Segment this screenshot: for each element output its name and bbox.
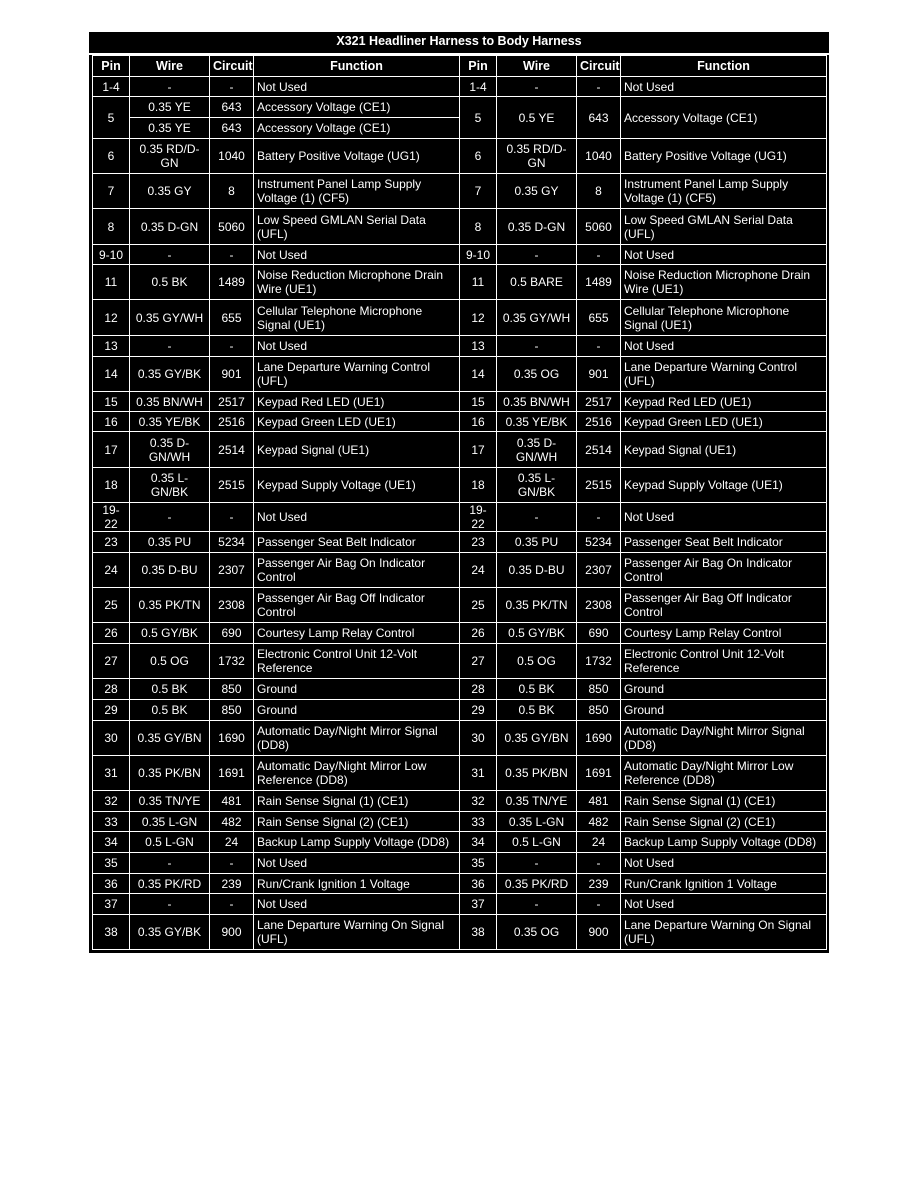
left-circuit-cell: 1040 (210, 139, 254, 174)
right-wire-cell: - (497, 245, 577, 265)
col-header-circuit-left: Circuit (210, 56, 254, 77)
left-circuit-cell: 2514 (210, 432, 254, 468)
left-pin-cell: 38 (93, 915, 130, 950)
left-wire-cell: 0.35 D-BU (130, 553, 210, 588)
right-wire-cell: 0.35 L-GN (497, 812, 577, 832)
right-circuit-cell: - (577, 245, 621, 265)
right-pin-cell: 33 (460, 812, 497, 832)
left-circuit-cell: 239 (210, 874, 254, 894)
left-wire-cell: 0.35 PK/BN (130, 756, 210, 791)
left-pin-cell: 9-10 (93, 245, 130, 265)
right-function-cell: Lane Departure Warning Control (UFL) (621, 357, 827, 392)
right-circuit-cell: 1690 (577, 721, 621, 756)
left-pin-cell: 26 (93, 623, 130, 644)
right-circuit-cell: - (577, 77, 621, 97)
right-circuit-cell: 901 (577, 357, 621, 392)
right-pin-cell: 19-22 (460, 503, 497, 532)
left-function-cell: Lane Departure Warning Control (UFL) (254, 357, 460, 392)
col-header-wire-left: Wire (130, 56, 210, 77)
right-wire-cell: - (497, 853, 577, 874)
left-wire-cell: - (130, 503, 210, 532)
left-function-cell: Passenger Air Bag On Indicator Control (254, 553, 460, 588)
left-wire-cell: 0.35 PU (130, 532, 210, 553)
right-pin-cell: 23 (460, 532, 497, 553)
right-function-cell: Keypad Red LED (UE1) (621, 392, 827, 412)
left-pin-cell: 37 (93, 894, 130, 915)
col-header-function-right: Function (621, 56, 827, 77)
left-wire-cell: 0.35 D-GN (130, 209, 210, 245)
left-wire-cell: 0.35 YE (130, 118, 210, 139)
right-wire-cell: 0.35 PK/RD (497, 874, 577, 894)
right-pin-cell: 9-10 (460, 245, 497, 265)
right-pin-cell: 16 (460, 412, 497, 432)
right-function-cell: Passenger Air Bag Off Indicator Control (621, 588, 827, 623)
left-circuit-cell: 1691 (210, 756, 254, 791)
left-function-cell: Rain Sense Signal (1) (CE1) (254, 791, 460, 812)
left-function-cell: Electronic Control Unit 12-Volt Reference (254, 644, 460, 679)
left-function-cell: Not Used (254, 77, 460, 97)
left-wire-cell: 0.35 GY/BK (130, 915, 210, 950)
left-function-cell: Not Used (254, 894, 460, 915)
right-wire-cell: 0.35 PK/TN (497, 588, 577, 623)
right-function-cell: Battery Positive Voltage (UG1) (621, 139, 827, 174)
header-row (93, 56, 827, 77)
right-circuit-cell: 1489 (577, 265, 621, 300)
table-row (93, 209, 827, 245)
right-pin-cell: 8 (460, 209, 497, 245)
left-pin-cell: 34 (93, 832, 130, 853)
table-row (93, 336, 827, 357)
table-row (93, 791, 827, 812)
right-wire-cell: 0.5 GY/BK (497, 623, 577, 644)
right-circuit-cell: 482 (577, 812, 621, 832)
left-function-cell: Backup Lamp Supply Voltage (DD8) (254, 832, 460, 853)
left-wire-cell: - (130, 336, 210, 357)
right-pin-cell: 27 (460, 644, 497, 679)
right-wire-cell: 0.5 L-GN (497, 832, 577, 853)
left-circuit-cell: - (210, 853, 254, 874)
right-circuit-cell: 1040 (577, 139, 621, 174)
right-function-cell: Lane Departure Warning On Signal (UFL) (621, 915, 827, 950)
left-function-cell: Passenger Seat Belt Indicator (254, 532, 460, 553)
right-function-cell: Electronic Control Unit 12-Volt Reference (621, 644, 827, 679)
right-pin-cell: 12 (460, 300, 497, 336)
left-pin-cell: 15 (93, 392, 130, 412)
left-pin-cell: 23 (93, 532, 130, 553)
right-function-cell: Passenger Air Bag On Indicator Control (621, 553, 827, 588)
left-function-cell: Not Used (254, 336, 460, 357)
right-wire-cell: - (497, 77, 577, 97)
right-wire-cell: 0.35 GY/WH (497, 300, 577, 336)
left-circuit-cell: - (210, 77, 254, 97)
right-function-cell: Keypad Signal (UE1) (621, 432, 827, 468)
left-function-cell: Automatic Day/Night Mirror Signal (DD8) (254, 721, 460, 756)
right-pin-cell: 13 (460, 336, 497, 357)
right-function-cell: Courtesy Lamp Relay Control (621, 623, 827, 644)
right-circuit-cell: 481 (577, 791, 621, 812)
right-wire-cell: 0.35 GY (497, 174, 577, 209)
left-pin-cell: 27 (93, 644, 130, 679)
table-row (93, 679, 827, 700)
right-circuit-cell: 2308 (577, 588, 621, 623)
left-pin-cell: 6 (93, 139, 130, 174)
right-circuit-cell: 1732 (577, 644, 621, 679)
left-pin-cell: 24 (93, 553, 130, 588)
table-row (93, 553, 827, 588)
right-function-cell: Noise Reduction Microphone Drain Wire (UE1) (621, 265, 827, 300)
right-circuit-cell: 690 (577, 623, 621, 644)
right-wire-cell: 0.35 GY/BN (497, 721, 577, 756)
right-function-cell: Not Used (621, 894, 827, 915)
right-wire-cell: 0.35 OG (497, 915, 577, 950)
left-function-cell: Noise Reduction Microphone Drain Wire (UE1) (254, 265, 460, 300)
left-circuit-cell: 24 (210, 832, 254, 853)
left-wire-cell: 0.5 BK (130, 700, 210, 721)
right-wire-cell: 0.5 BK (497, 700, 577, 721)
right-circuit-cell: 655 (577, 300, 621, 336)
col-header-function-left: Function (254, 56, 460, 77)
right-wire-cell: 0.35 PK/BN (497, 756, 577, 791)
right-pin-cell: 14 (460, 357, 497, 392)
right-circuit-cell: 24 (577, 832, 621, 853)
left-pin-cell: 5 (93, 97, 130, 139)
right-circuit-cell: - (577, 503, 621, 532)
left-wire-cell: 0.35 RD/D-GN (130, 139, 210, 174)
left-function-cell: Keypad Supply Voltage (UE1) (254, 468, 460, 503)
left-pin-cell: 19-22 (93, 503, 130, 532)
left-circuit-cell: 850 (210, 700, 254, 721)
right-circuit-cell: - (577, 894, 621, 915)
right-pin-cell: 15 (460, 392, 497, 412)
right-function-cell: Not Used (621, 77, 827, 97)
left-wire-cell: 0.5 BK (130, 679, 210, 700)
table-row (93, 853, 827, 874)
col-header-wire-right: Wire (497, 56, 577, 77)
right-pin-cell: 26 (460, 623, 497, 644)
right-circuit-cell: 5234 (577, 532, 621, 553)
table-row (93, 832, 827, 853)
left-wire-cell: 0.5 BK (130, 265, 210, 300)
left-pin-cell: 32 (93, 791, 130, 812)
right-function-cell: Run/Crank Ignition 1 Voltage (621, 874, 827, 894)
left-function-cell: Instrument Panel Lamp Supply Voltage (1) (CF5) (254, 174, 460, 209)
right-pin-cell: 7 (460, 174, 497, 209)
right-circuit-cell: 850 (577, 700, 621, 721)
right-wire-cell: 0.35 D-BU (497, 553, 577, 588)
right-pin-cell: 6 (460, 139, 497, 174)
left-circuit-cell: 1690 (210, 721, 254, 756)
table-row (93, 468, 827, 503)
right-function-cell: Automatic Day/Night Mirror Low Reference (DD8) (621, 756, 827, 791)
left-circuit-cell: 8 (210, 174, 254, 209)
left-circuit-cell: 482 (210, 812, 254, 832)
right-circuit-cell: 5060 (577, 209, 621, 245)
right-pin-cell: 1-4 (460, 77, 497, 97)
right-circuit-cell: 1691 (577, 756, 621, 791)
left-circuit-cell: 2308 (210, 588, 254, 623)
left-function-cell: Battery Positive Voltage (UG1) (254, 139, 460, 174)
right-pin-cell: 28 (460, 679, 497, 700)
left-pin-cell: 25 (93, 588, 130, 623)
connector-table (89, 32, 829, 953)
table-row (93, 644, 827, 679)
right-circuit-cell: 239 (577, 874, 621, 894)
right-wire-cell: 0.5 BARE (497, 265, 577, 300)
table-row (93, 300, 827, 336)
right-wire-cell: 0.35 TN/YE (497, 791, 577, 812)
left-function-cell: Automatic Day/Night Mirror Low Reference (DD8) (254, 756, 460, 791)
left-function-cell: Lane Departure Warning On Signal (UFL) (254, 915, 460, 950)
left-circuit-cell: 901 (210, 357, 254, 392)
right-wire-cell: 0.35 PU (497, 532, 577, 553)
left-pin-cell: 30 (93, 721, 130, 756)
right-circuit-cell: 2517 (577, 392, 621, 412)
left-pin-cell: 7 (93, 174, 130, 209)
left-function-cell: Not Used (254, 503, 460, 532)
right-pin-cell: 5 (460, 97, 497, 139)
right-function-cell: Not Used (621, 336, 827, 357)
left-wire-cell: - (130, 245, 210, 265)
table-row (93, 77, 827, 97)
right-wire-cell: 0.5 BK (497, 679, 577, 700)
right-wire-cell: 0.35 RD/D-GN (497, 139, 577, 174)
left-pin-cell: 17 (93, 432, 130, 468)
left-wire-cell: - (130, 853, 210, 874)
col-header-pin-left: Pin (93, 56, 130, 77)
left-circuit-cell: - (210, 245, 254, 265)
left-pin-cell: 35 (93, 853, 130, 874)
left-wire-cell: 0.35 YE/BK (130, 412, 210, 432)
right-pin-cell: 32 (460, 791, 497, 812)
right-pin-cell: 25 (460, 588, 497, 623)
right-function-cell: Accessory Voltage (CE1) (621, 97, 827, 139)
left-function-cell: Rain Sense Signal (2) (CE1) (254, 812, 460, 832)
right-wire-cell: 0.5 OG (497, 644, 577, 679)
table-row (93, 392, 827, 412)
table-row (93, 139, 827, 174)
left-pin-cell: 31 (93, 756, 130, 791)
left-circuit-cell: 655 (210, 300, 254, 336)
right-wire-cell: - (497, 503, 577, 532)
left-pin-cell: 1-4 (93, 77, 130, 97)
right-wire-cell: 0.35 D-GN (497, 209, 577, 245)
left-circuit-cell: - (210, 503, 254, 532)
left-wire-cell: 0.35 GY/WH (130, 300, 210, 336)
left-circuit-cell: 900 (210, 915, 254, 950)
right-circuit-cell: 900 (577, 915, 621, 950)
right-pin-cell: 34 (460, 832, 497, 853)
left-pin-cell: 29 (93, 700, 130, 721)
right-circuit-cell: 2307 (577, 553, 621, 588)
right-circuit-cell: 850 (577, 679, 621, 700)
left-wire-cell: 0.5 L-GN (130, 832, 210, 853)
table-row (93, 623, 827, 644)
left-wire-cell: 0.35 L-GN (130, 812, 210, 832)
table-row (93, 721, 827, 756)
left-circuit-cell: 2515 (210, 468, 254, 503)
left-circuit-cell: 643 (210, 118, 254, 139)
table-row (93, 265, 827, 300)
table-row (93, 532, 827, 553)
left-pin-cell: 11 (93, 265, 130, 300)
left-pin-cell: 36 (93, 874, 130, 894)
left-function-cell: Keypad Signal (UE1) (254, 432, 460, 468)
left-circuit-cell: 2307 (210, 553, 254, 588)
right-pin-cell: 29 (460, 700, 497, 721)
right-pin-cell: 17 (460, 432, 497, 468)
table-row (93, 503, 827, 532)
left-pin-cell: 28 (93, 679, 130, 700)
left-wire-cell: 0.35 GY/BN (130, 721, 210, 756)
left-function-cell: Passenger Air Bag Off Indicator Control (254, 588, 460, 623)
right-circuit-cell: 643 (577, 97, 621, 139)
left-wire-cell: 0.35 D-GN/WH (130, 432, 210, 468)
left-wire-cell: 0.35 L-GN/BK (130, 468, 210, 503)
left-function-cell: Ground (254, 679, 460, 700)
right-function-cell: Low Speed GMLAN Serial Data (UFL) (621, 209, 827, 245)
left-function-cell: Courtesy Lamp Relay Control (254, 623, 460, 644)
left-circuit-cell: 850 (210, 679, 254, 700)
table-row (93, 245, 827, 265)
right-wire-cell: 0.35 L-GN/BK (497, 468, 577, 503)
left-wire-cell: 0.35 PK/TN (130, 588, 210, 623)
left-function-cell: Run/Crank Ignition 1 Voltage (254, 874, 460, 894)
right-pin-cell: 36 (460, 874, 497, 894)
right-circuit-cell: 2515 (577, 468, 621, 503)
right-function-cell: Rain Sense Signal (1) (CE1) (621, 791, 827, 812)
right-pin-cell: 38 (460, 915, 497, 950)
right-circuit-cell: 2514 (577, 432, 621, 468)
right-function-cell: Not Used (621, 853, 827, 874)
left-circuit-cell: 5060 (210, 209, 254, 245)
table-row (93, 588, 827, 623)
right-function-cell: Keypad Supply Voltage (UE1) (621, 468, 827, 503)
right-function-cell: Automatic Day/Night Mirror Signal (DD8) (621, 721, 827, 756)
right-pin-cell: 31 (460, 756, 497, 791)
table-row (93, 357, 827, 392)
right-pin-cell: 30 (460, 721, 497, 756)
table-row (93, 432, 827, 468)
left-pin-cell: 14 (93, 357, 130, 392)
left-circuit-cell: 2516 (210, 412, 254, 432)
left-wire-cell: 0.35 GY/BK (130, 357, 210, 392)
left-circuit-cell: 643 (210, 97, 254, 118)
left-circuit-cell: 5234 (210, 532, 254, 553)
right-function-cell: Keypad Green LED (UE1) (621, 412, 827, 432)
left-wire-cell: 0.35 PK/RD (130, 874, 210, 894)
table-title: X321 Headliner Harness to Body Harness (89, 32, 829, 55)
left-wire-cell: 0.35 BN/WH (130, 392, 210, 412)
left-wire-cell: 0.35 GY (130, 174, 210, 209)
left-function-cell: Ground (254, 700, 460, 721)
pinout-table (92, 55, 827, 950)
right-pin-cell: 24 (460, 553, 497, 588)
left-wire-cell: 0.35 YE (130, 97, 210, 118)
right-circuit-cell: 8 (577, 174, 621, 209)
table-row (93, 756, 827, 791)
right-wire-cell: 0.35 BN/WH (497, 392, 577, 412)
right-function-cell: Not Used (621, 503, 827, 532)
left-pin-cell: 33 (93, 812, 130, 832)
left-function-cell: Keypad Red LED (UE1) (254, 392, 460, 412)
right-circuit-cell: 2516 (577, 412, 621, 432)
table-row (93, 700, 827, 721)
left-pin-cell: 12 (93, 300, 130, 336)
right-function-cell: Cellular Telephone Microphone Signal (UE1) (621, 300, 827, 336)
left-function-cell: Keypad Green LED (UE1) (254, 412, 460, 432)
col-header-pin-right: Pin (460, 56, 497, 77)
left-function-cell: Cellular Telephone Microphone Signal (UE1) (254, 300, 460, 336)
table-row (93, 894, 827, 915)
left-circuit-cell: 690 (210, 623, 254, 644)
left-wire-cell: - (130, 77, 210, 97)
right-wire-cell: 0.35 OG (497, 357, 577, 392)
table-row (93, 812, 827, 832)
left-circuit-cell: 1732 (210, 644, 254, 679)
left-wire-cell: 0.5 OG (130, 644, 210, 679)
table-row (93, 874, 827, 894)
right-function-cell: Passenger Seat Belt Indicator (621, 532, 827, 553)
left-circuit-cell: - (210, 894, 254, 915)
left-function-cell: Accessory Voltage (CE1) (254, 118, 460, 139)
left-circuit-cell: 1489 (210, 265, 254, 300)
right-wire-cell: 0.35 YE/BK (497, 412, 577, 432)
right-function-cell: Not Used (621, 245, 827, 265)
right-wire-cell: 0.35 D-GN/WH (497, 432, 577, 468)
right-circuit-cell: - (577, 336, 621, 357)
left-pin-cell: 13 (93, 336, 130, 357)
right-function-cell: Instrument Panel Lamp Supply Voltage (1) (CF5) (621, 174, 827, 209)
right-pin-cell: 35 (460, 853, 497, 874)
right-circuit-cell: - (577, 853, 621, 874)
right-pin-cell: 11 (460, 265, 497, 300)
left-pin-cell: 8 (93, 209, 130, 245)
left-circuit-cell: 2517 (210, 392, 254, 412)
left-circuit-cell: - (210, 336, 254, 357)
right-pin-cell: 18 (460, 468, 497, 503)
left-wire-cell: - (130, 894, 210, 915)
right-function-cell: Backup Lamp Supply Voltage (DD8) (621, 832, 827, 853)
left-function-cell: Not Used (254, 853, 460, 874)
right-wire-cell: - (497, 894, 577, 915)
right-wire-cell: - (497, 336, 577, 357)
table-row (93, 412, 827, 432)
right-function-cell: Rain Sense Signal (2) (CE1) (621, 812, 827, 832)
left-pin-cell: 18 (93, 468, 130, 503)
left-pin-cell: 16 (93, 412, 130, 432)
col-header-circuit-right: Circuit (577, 56, 621, 77)
right-function-cell: Ground (621, 700, 827, 721)
right-wire-cell: 0.5 YE (497, 97, 577, 139)
left-function-cell: Accessory Voltage (CE1) (254, 97, 460, 118)
table-row (93, 174, 827, 209)
left-function-cell: Not Used (254, 245, 460, 265)
right-function-cell: Ground (621, 679, 827, 700)
left-circuit-cell: 481 (210, 791, 254, 812)
left-function-cell: Low Speed GMLAN Serial Data (UFL) (254, 209, 460, 245)
left-wire-cell: 0.5 GY/BK (130, 623, 210, 644)
right-pin-cell: 37 (460, 894, 497, 915)
table-row (93, 97, 827, 118)
left-wire-cell: 0.35 TN/YE (130, 791, 210, 812)
table-row (93, 915, 827, 950)
